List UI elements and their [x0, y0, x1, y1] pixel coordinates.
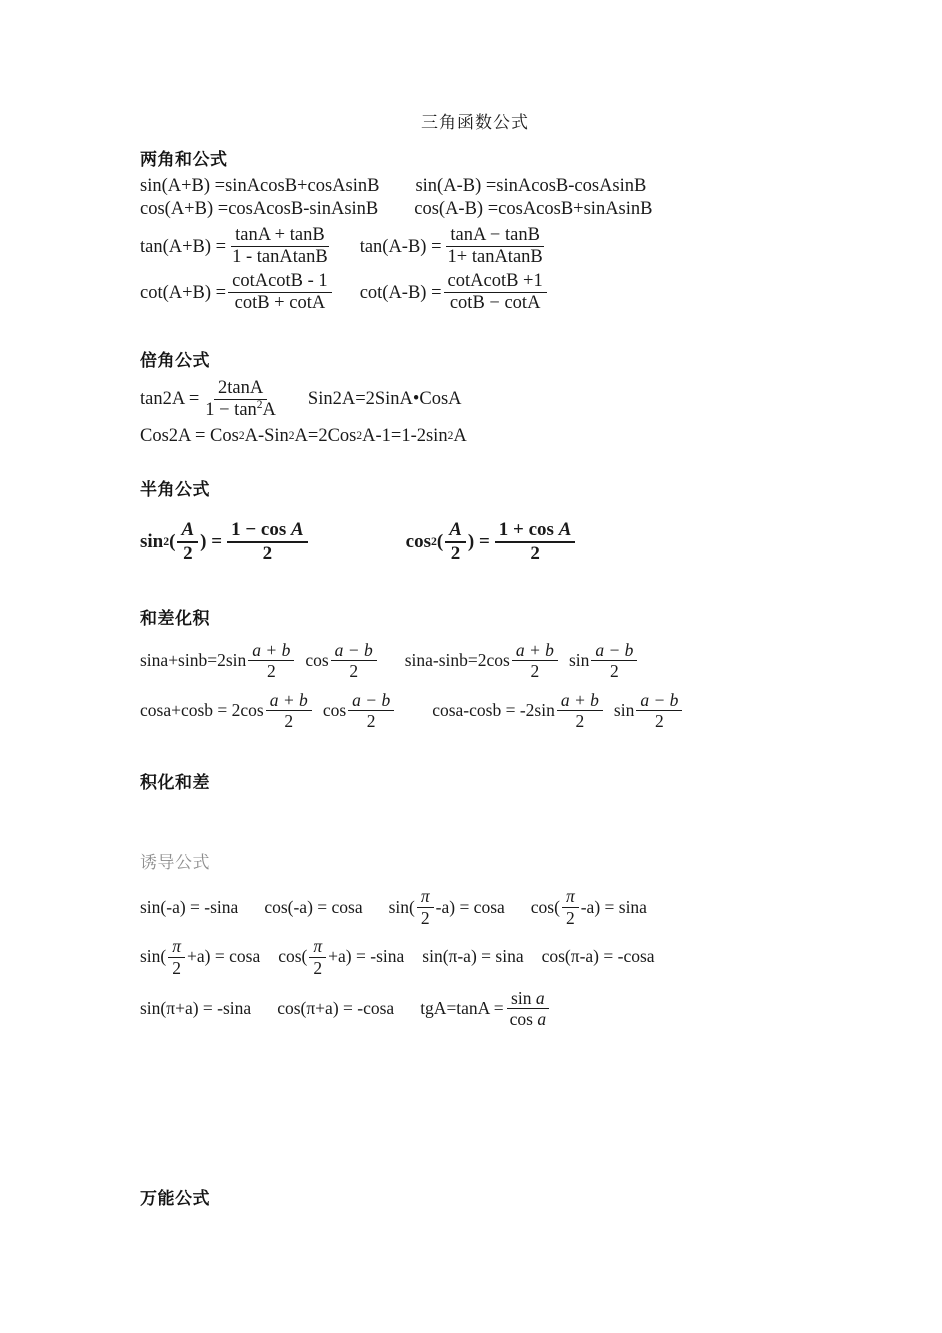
formula-row-induction-3 [140, 989, 800, 1029]
denominator: 2 [610, 661, 619, 682]
formula-row-sin-sum-product [140, 641, 800, 681]
formula-cos-halfpi-minus-a [531, 887, 647, 927]
fraction-cot-diff [444, 272, 547, 314]
mid-fn: cos [305, 650, 329, 671]
formula-cosa-minus-cosb [432, 691, 684, 731]
num-var: a [535, 987, 545, 1008]
formula-sin2a: Sin2A=2SinA•CosA [307, 389, 462, 410]
numerator [495, 520, 576, 543]
formula-cos2a: Cos2A = Cos 2 A-Sin 2 A=2Cos 2 A-1=1-2sin 2 A [140, 425, 467, 446]
cot-sum-lhs: cot(A+B) = [140, 282, 227, 303]
num-pre: 1 + cos [498, 519, 559, 541]
formula-sin-sum [140, 177, 379, 196]
fraction-a-minus-b-over-2 [636, 691, 682, 731]
formula-row-cos-sum-product [140, 691, 800, 731]
page-title: 三角函数公式 [421, 113, 529, 133]
lhs: tgA=tanA = [420, 998, 504, 1019]
numerator: A [177, 520, 198, 543]
denominator: 2 [450, 542, 461, 564]
rhs: +a) = cosa [187, 946, 261, 967]
formula-cot-sum [140, 272, 334, 314]
formula-sin-pi-minus-a: sin(π-a) = sina [422, 946, 524, 967]
denominator: 2 [284, 711, 294, 732]
denominator: 1+ tanAtanB [447, 247, 543, 268]
num-var: A [558, 519, 572, 541]
rhs: +a) = -sina [328, 946, 405, 967]
den-pre: 1 − tan [205, 400, 257, 421]
sin-diff-rhs: sinAcosB-cosAsinB [496, 176, 647, 196]
denominator: 2 [654, 711, 664, 732]
fraction-a-plus-b-over-2 [512, 641, 558, 681]
formula-row-tan2a [140, 379, 800, 421]
formula-cosa-plus-cosb [140, 691, 396, 731]
numerator: a − b [591, 641, 637, 661]
sin-diff-lhs: sin(A-B) = [415, 176, 497, 196]
formula-sin-half: sin 2 ( $\frac{A}{2}$ ) = $\frac{\text{1 − cos A}}{2}$ [140, 520, 310, 564]
lhs: cosa+cosb = 2cos [140, 699, 264, 720]
fraction-a-plus-b-over-2 [557, 691, 603, 731]
numerator: cotAcotB - 1 [228, 272, 332, 293]
formula-sina-minus-sinb [405, 641, 640, 681]
numerator [227, 520, 308, 543]
cos2a-end: A [453, 425, 467, 446]
fraction-a-over-2 [177, 520, 198, 564]
numerator: π [417, 887, 434, 907]
fraction-pi-over-2 [562, 887, 579, 927]
fraction-pi-over-2 [168, 937, 185, 977]
numerator: 2tanA [214, 379, 267, 400]
formula-tan-sum [140, 226, 334, 268]
numerator: A [445, 520, 466, 543]
numerator: tanA − tanB [446, 226, 544, 247]
section-heading-universal: 万能公式 [140, 1188, 210, 1209]
numerator: a − b [331, 641, 377, 661]
numerator: a + b [266, 691, 312, 711]
rhs: -a) = sina [580, 896, 647, 917]
num-pre: sin [511, 987, 536, 1008]
fraction-a-plus-b-over-2 [266, 691, 312, 731]
section-heading-sum-difference: 两角和公式 [140, 150, 228, 170]
numerator: π [562, 887, 579, 907]
formula-row-tan [140, 226, 800, 268]
fraction-tan-diff [444, 226, 547, 268]
numerator: π [168, 937, 185, 957]
lhs: sina-sinb=2cos [404, 650, 510, 671]
rhs: -a) = cosa [435, 896, 505, 917]
formula-row-cot [140, 272, 800, 314]
formula-tga-equals-tana [420, 989, 552, 1029]
section-heading-sum-to-product: 和差化积 [140, 608, 210, 629]
fraction-a-minus-b-over-2 [331, 641, 377, 681]
formula-sin-halfpi-plus-a [140, 937, 260, 977]
denominator: 2 [575, 711, 585, 732]
document-content [140, 108, 800, 1209]
formula-sin-diff [415, 177, 646, 196]
formula-sin-pi-plus-a: sin(π+a) = -sina [140, 998, 252, 1019]
fraction-tan2a [201, 379, 280, 421]
denominator: 2 [366, 711, 376, 732]
tan-diff-lhs: tan(A-B) = [359, 236, 442, 257]
denominator: 2 [183, 542, 193, 564]
denominator: cotB − cotA [449, 293, 541, 314]
numerator [507, 989, 549, 1009]
cos2a-lhs: Cos2A = Cos [140, 425, 239, 446]
formula-cos-sum [140, 200, 378, 219]
numerator: a + b [512, 641, 558, 661]
denominator: 2 [530, 542, 540, 564]
cos-sum-rhs: cosAcosB-sinAsinB [228, 198, 379, 219]
formula-sina-plus-sinb [140, 641, 379, 681]
formula-tan-diff [360, 226, 549, 268]
numerator: π [309, 937, 326, 957]
lhs: cosa-cosb = -2sin [432, 699, 555, 720]
numerator: cotAcotB +1 [444, 272, 547, 293]
formula-cos-halfpi-plus-a [278, 937, 404, 977]
formula-sin-neg-a: sin(-a) = -sina [140, 896, 239, 917]
formula-cos-diff [414, 200, 652, 219]
lhs: cos( [278, 946, 308, 967]
denominator: 2 [565, 907, 575, 928]
mid-fn: sin [568, 650, 590, 671]
fraction-a-over-2 [445, 520, 466, 564]
formula-cot-diff [360, 272, 549, 314]
fraction-pi-over-2 [309, 937, 326, 977]
denominator: cotB + cotA [234, 293, 326, 314]
cos2a-mid3: A-1=1-2sin [362, 425, 448, 446]
denominator [201, 400, 280, 420]
formula-sin-halfpi-minus-a [389, 887, 505, 927]
sin-sum-rhs: sinAcosB+cosAsinB [225, 176, 380, 196]
fraction-cot-sum [228, 272, 332, 314]
cot-diff-lhs: cot(A-B) = [359, 282, 442, 303]
formula-row-cos-sum [140, 200, 800, 219]
lhs: sina+sinb=2sin [140, 650, 247, 671]
denominator: 2 [349, 661, 359, 682]
fraction-a-plus-b-over-2 [248, 641, 294, 681]
section-heading-induction: 诱导公式 [140, 853, 210, 874]
sin-fn: sin [140, 531, 164, 553]
lhs: sin( [140, 946, 167, 967]
tan-sum-lhs: tan(A+B) = [140, 236, 227, 257]
lhs: sin( [388, 896, 415, 917]
formula-cos-neg-a: cos(-a) = cosa [264, 896, 363, 917]
fraction-one-minus-cos-a [227, 520, 308, 564]
formula-row-half-angle [140, 520, 800, 564]
numerator: a + b [557, 691, 603, 711]
formula-row-sin-sum [140, 177, 800, 196]
paren-open: ( [436, 531, 444, 553]
denominator: 2 [313, 957, 323, 978]
paren-close-equals: ) = [200, 531, 223, 553]
formula-cos-half: cos 2 ( $\frac{A}{2}$ ) = $\frac{\text{1 + cos A}}{2}$ [406, 520, 578, 564]
numerator: tanA + tanB [231, 226, 329, 247]
num-var: A [290, 519, 304, 541]
formula-row-cos2a [140, 427, 800, 446]
section-heading-half-angle: 半角公式 [140, 480, 210, 501]
cos-diff-lhs: cos(A-B) = [414, 198, 499, 219]
den-post: A [262, 400, 276, 421]
denominator: 2 [530, 661, 540, 682]
cos-diff-rhs: cosAcosB+sinAsinB [498, 198, 653, 219]
formula-row-induction-2 [140, 937, 800, 977]
fraction-pi-over-2 [417, 887, 434, 927]
denominator: 2 [172, 957, 182, 978]
paren-open: ( [169, 531, 176, 553]
cos-sum-lhs: cos(A+B) = [140, 198, 229, 219]
den-pre: cos [509, 1009, 538, 1030]
formula-tan2a [140, 379, 282, 421]
cos-fn: cos [405, 531, 431, 553]
fraction-a-minus-b-over-2 [591, 641, 637, 681]
section-heading-double-angle: 倍角公式 [140, 350, 210, 371]
fraction-a-minus-b-over-2 [348, 691, 394, 731]
formula-row-induction-1 [140, 887, 800, 927]
sin-sum-lhs: sin(A+B) = [140, 176, 226, 196]
mid-fn: cos [322, 699, 347, 720]
formula-cos-pi-plus-a: cos(π+a) = -cosa [277, 998, 395, 1019]
cos2a-mid1: A-Sin [244, 425, 289, 446]
paren-close-equals: ) = [467, 531, 490, 553]
denominator: 1 - tanAtanB [232, 247, 328, 268]
mid-fn: sin [613, 699, 635, 720]
numerator: a − b [636, 691, 682, 711]
fraction-sin-over-cos [506, 989, 550, 1029]
fraction-one-plus-cos-a [495, 520, 576, 564]
exponent: 2 [256, 398, 263, 411]
denominator: 2 [420, 907, 430, 928]
cos2a-mid2: A=2Cos [294, 425, 357, 446]
numerator: a − b [348, 691, 394, 711]
numerator: a + b [248, 641, 294, 661]
denominator: 2 [262, 542, 273, 564]
formula-cos-pi-minus-a: cos(π-a) = -cosa [541, 946, 655, 967]
denominator [506, 1009, 550, 1028]
den-var: a [537, 1009, 547, 1030]
tan2a-lhs: tan2A = [140, 389, 200, 410]
denominator: 2 [266, 661, 276, 682]
fraction-tan-sum [228, 226, 332, 268]
section-heading-product-to-sum: 积化和差 [140, 773, 210, 794]
num-pre: 1 − cos [231, 519, 291, 541]
lhs: cos( [530, 896, 560, 917]
